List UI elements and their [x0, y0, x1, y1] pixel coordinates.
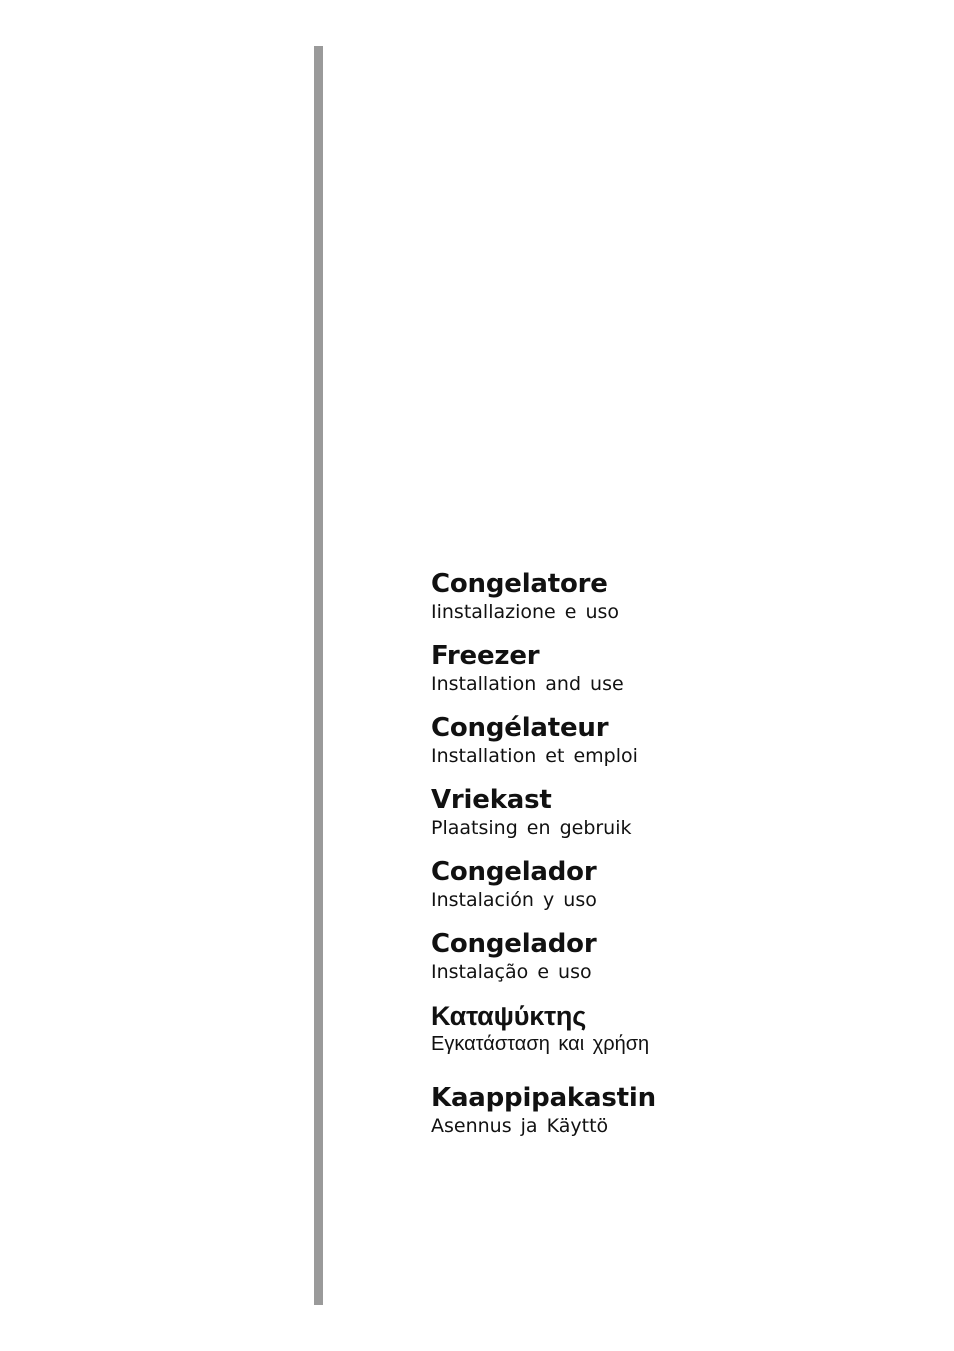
entry-portuguese: [431, 928, 931, 984]
entry-subtitle: Instalación y uso: [431, 889, 597, 911]
entry-subtitle: Plaatsing en gebruik: [431, 817, 632, 839]
entry-french: [431, 712, 931, 768]
entry-title: Congelador: [431, 857, 597, 887]
entry-title: Vriekast: [431, 785, 552, 815]
entry-title: Congélateur: [431, 713, 609, 743]
entry-title: Freezer: [431, 641, 540, 671]
entry-subtitle: Instalação e uso: [431, 961, 592, 983]
vertical-spine-bar: [314, 46, 323, 1305]
entry-subtitle: Installation and use: [431, 673, 624, 695]
entry-subtitle: Asennus ja Käyttö: [431, 1115, 609, 1137]
entry-title: Congelador: [431, 929, 597, 959]
entry-title: Congelatore: [431, 569, 608, 599]
entry-subtitle: Installation et emploi: [431, 745, 638, 767]
entry-title: Kaappipakastin: [431, 1083, 656, 1113]
entry-dutch: [431, 784, 931, 840]
entry-title: Καταψύκτης: [431, 1001, 587, 1031]
entry-spanish: [431, 856, 931, 912]
entry-subtitle: Εγκατάσταση και χρήση: [431, 1033, 650, 1055]
entry-greek: [431, 1000, 931, 1056]
entry-italian: [431, 568, 931, 624]
entry-english: [431, 640, 931, 696]
language-title-list: [431, 568, 931, 1154]
entry-subtitle: Iinstallazione e uso: [431, 601, 620, 623]
entry-finnish: [431, 1082, 931, 1138]
